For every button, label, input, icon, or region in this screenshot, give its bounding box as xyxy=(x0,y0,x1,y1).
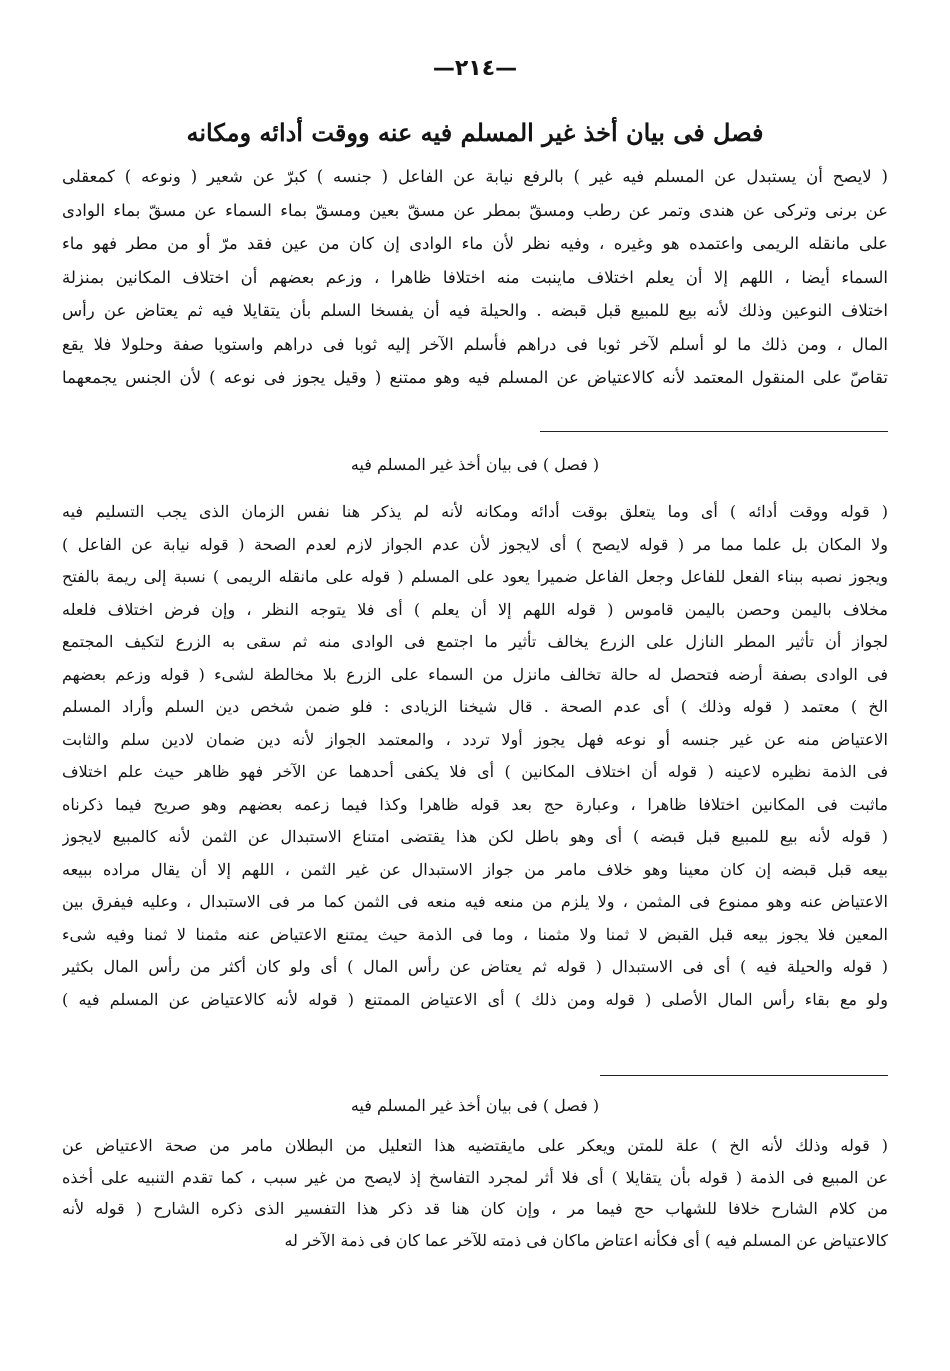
commentary-line: ماثبت فى المكانين اختلافا ظاهرا ، وعبارة حج بعد قوله ظاهرا وكذا فيما زعمه بعضهم وهو صريح فيما ذكرناه xyxy=(62,794,888,814)
commentary-line: مخلاف باليمن وحصن باليمن قاموس ( قوله اللهم إلا أن يعلم ) أى فلا يتوجه النظر ، وإن فرض اختلاف فلعله xyxy=(62,599,888,619)
commentary-line: ولو مع بقاء رأس المال الأصلى ( قوله ومن ذلك ) أى الاعتياض الممتنع ( قوله لأنه كالاعتياض عن المسلم فيه ) xyxy=(62,989,888,1009)
secondary-heading: ( فصل ) فى بيان أخذ غير المسلم فيه xyxy=(350,1096,600,1115)
secondary-line: من كلام الشارح خلافا للشهاب حج فيما مر ، وإن كان هنا قد ذكر هذا التفسير الذى ذكره الشارح ( قوله لأنه xyxy=(62,1199,888,1218)
secondary-text xyxy=(62,1130,888,1256)
divider-line xyxy=(600,1075,888,1076)
page-number: —٢١٤— xyxy=(432,56,518,81)
main-text-line: ( لايصح أن يستبدل عن المسلم فيه غير ) بالرفع نيابة عن الفاعل ( جنسه ) كبرّ عن شعير ( ونوعه ) كمعقلى xyxy=(62,167,888,186)
commentary-line: ( قوله لأنه بيع للمبيع قبل قبضه ) أى وهو باطل لكن هذا يقتضى امتناع الاستبدال عن الثمن لأنه كالمبيع لايجوز xyxy=(62,827,888,846)
commentary-line: فى الذمة نظيره لاعينه ( قوله أن اختلاف المكانين ) أى فلا يكفى أحدهما عن الآخر فهو ظاهر حيث علم اختلاف xyxy=(62,762,888,781)
main-text-line: تقاصّ على المنقول المعتمد لأنه كالاعتياض عن المسلم فيه وهو ممتنع ( وقيل يجوز فى نوعه ) لأن الجنس يجمعهما xyxy=(62,368,888,387)
commentary-line: لجواز أن تأثير المطر النازل على الزرع يخالف تأثير ما اجتمع فى الوادى منه ثم سقى به الزرع لتكيف المجتمع xyxy=(62,632,888,651)
commentary-line: الاعتياض منه عن غير جنسه أو نوعه فهل يجوز أولا تردد ، والمعتمد الجواز لأنه دين ضمان لادين سلم والثابت xyxy=(62,729,888,749)
main-text-line: اختلاف النوعين وذلك لأنه بيع للمبيع قبل قبضه . والحيلة فيه أن يفسخا السلم بأن يتقايلا فيه ثم يعتاض عن رأس xyxy=(62,301,888,320)
commentary-line: ولا المكان بل علما مما مر ( قوله لايصح ) أى لايجوز لأن عدم الجواز لازم لعدم الصحة ( قوله نيابة عن الفاعل ) xyxy=(62,534,888,554)
commentary-line: فى الوادى بصفة أرضه فتحصل له حالة تخالف مانزل من السماء على الزرع بلا مخالطة لشىء ( قوله وزعم بعضهم xyxy=(62,664,888,684)
main-text-line: عن برنى وتركى عن هندى وتمر عن رطب ومسقّ بمطر عن مسقّ بعين ومسقّ بماء السماء عن مسقّ بماء الوادى xyxy=(62,200,888,220)
main-text-line: على مانقله الريمى واعتمده هو وغيره ، وفيه نظر لأن ماء الوادى إن كان من عين فقد مرّ أو من مطر فهو ماء xyxy=(62,234,888,253)
main-text-line: السماء أيضا ، اللهم إلا أن يعلم اختلاف ماينبت منه اختلافا ظاهرا ، وزعم بعضهم أن اختلاف المكانين بمنزلة xyxy=(62,267,888,287)
commentary-line: بيعه قبل قبضه إن كان معينا وهو خلاف مامر من جواز الاستبدال عن غير الثمن ، اللهم إلا أن يقال مراده ببيعه xyxy=(62,859,888,879)
commentary-line: ويجوز نصبه ببناء الفعل للفاعل وجعل الفاعل ضميرا يعود على المسلم ( قوله على مانقله الريمى ) نسبة إلى ريمة بالفتح xyxy=(62,567,888,586)
secondary-line: ( قوله وذلك لأنه الخ ) علة للمتن ويعكر على مايقتضيه هذا التعليل من البطلان مامر من صحة الاعتياض عن xyxy=(62,1136,888,1155)
commentary-heading: ( فصل ) فى بيان أخذ غير المسلم فيه xyxy=(350,455,600,474)
divider-line xyxy=(540,431,888,432)
commentary-line: ( قوله ووقت أدائه ) أى وما يتعلق بوقت أدائه ومكانه لأنه لم يذكر هنا نفس الزمان الذى يجب التسليم فيه xyxy=(62,502,888,521)
secondary-line: كالاعتياض عن المسلم فيه ) أى فكأنه اعتاض ماكان فى ذمته للآخر عما كان فى ذمة الآخر له xyxy=(284,1230,888,1250)
commentary-line: ( قوله والحيلة فيه ) أى فى الاستبدال ( قوله ثم يعتاض عن رأس المال ) أى ولو كان أكثر من رأس المال بكثير xyxy=(62,957,888,976)
commentary-line: الخ ) معتمد ( قوله وذلك ) أى عدم الصحة . قال شيخنا الزيادى : فلو ضمن شخص دين السلم وأراد المسلم xyxy=(62,697,888,716)
main-text xyxy=(62,160,888,395)
commentary-text xyxy=(62,496,888,1016)
secondary-line: عن المبيع فى الذمة ( قوله بأن يتقايلا ) أى فلا أثر لمجرد التفاسخ إذ لايصح من غير سبب ، كما تقدم التنبيه على أخذه xyxy=(62,1167,888,1187)
commentary-line: الاعتياض عنه وهو ممنوع فى المثمن ، ولا يلزم من منعه فيه منعه فى الثمن كما مر فى الاستبدال ، وعليه فيفرق بين xyxy=(62,892,888,911)
commentary-line: المعين فلا يجوز بيعه قبل القبض لا ثمنا ولا مثمنا ، وما فى الذمة حيث يمتنع الاعتياض عنه مثمنا لا ثمنا وفيه شىء xyxy=(62,924,888,944)
main-text-line: المال ، ومن ذلك ما لو أسلم لآخر ثوبا فى دراهم فأسلم الآخر إليه ثوبا فى دراهم واستويا صفة وحلولا فلا يقع xyxy=(62,334,888,354)
chapter-title: فصل فى بيان أخذ غير المسلم فيه عنه ووقت أدائه ومكانه xyxy=(186,118,764,147)
